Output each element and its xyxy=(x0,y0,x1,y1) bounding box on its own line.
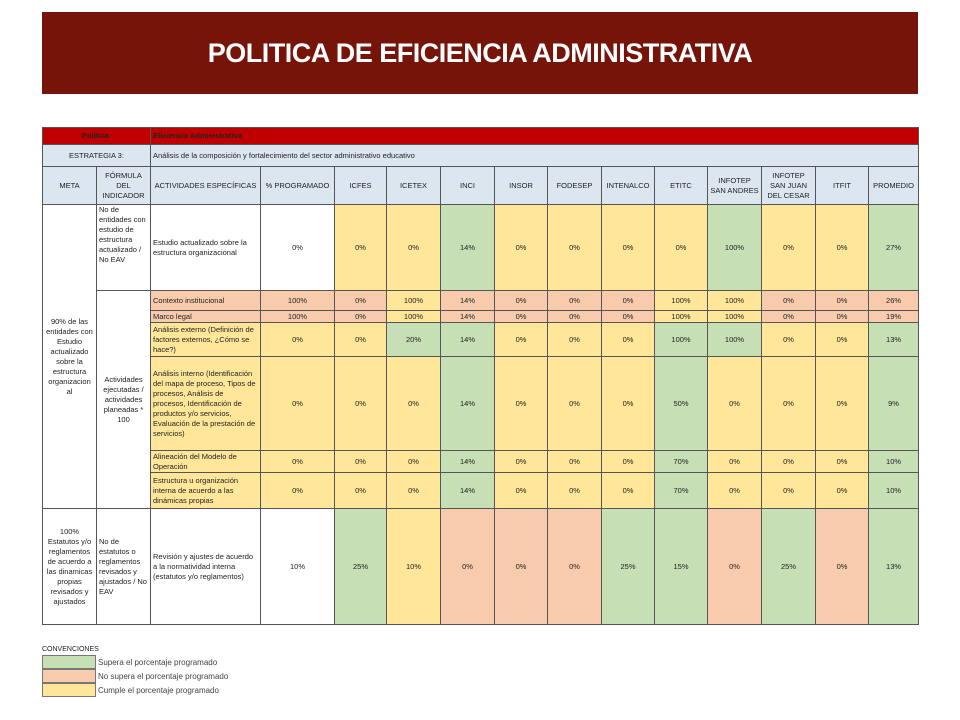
value-cell: 0% xyxy=(762,451,816,473)
value-cell: 0% xyxy=(548,357,602,451)
politica-row xyxy=(43,128,919,145)
header-cell: INCI xyxy=(441,167,495,205)
value-cell: 0% xyxy=(762,205,816,291)
table-row xyxy=(43,311,919,323)
value-cell: 0% xyxy=(387,205,441,291)
value-cell: 0% xyxy=(762,357,816,451)
value-cell: 0% xyxy=(387,473,441,509)
value-cell: 0% xyxy=(762,291,816,311)
promedio-cell: 19% xyxy=(869,311,919,323)
header-cell: INFOTEP SAN JUAN DEL CESAR xyxy=(762,167,816,205)
value-cell: 0% xyxy=(602,473,655,509)
estrategia-value: Análisis de la composición y fortalecimiento del sector administrativo educativo xyxy=(151,145,919,167)
value-cell: 0% xyxy=(762,473,816,509)
programado-cell: 0% xyxy=(261,357,335,451)
estrategia-label: ESTRATEGIA 3: xyxy=(43,145,151,167)
value-cell: 0% xyxy=(387,451,441,473)
value-cell: 0% xyxy=(816,451,869,473)
programado-cell: 100% xyxy=(261,291,335,311)
legend-swatch-green xyxy=(42,655,96,669)
value-cell: 0% xyxy=(708,357,762,451)
value-cell: 0% xyxy=(708,509,762,625)
value-cell: 0% xyxy=(548,509,602,625)
value-cell: 25% xyxy=(602,509,655,625)
promedio-cell: 10% xyxy=(869,473,919,509)
legend-label: Supera el porcentaje programado xyxy=(98,657,218,667)
value-cell: 100% xyxy=(655,311,708,323)
value-cell: 0% xyxy=(335,451,387,473)
value-cell: 0% xyxy=(495,291,548,311)
value-cell: 15% xyxy=(655,509,708,625)
value-cell: 0% xyxy=(602,311,655,323)
value-cell: 14% xyxy=(441,311,495,323)
value-cell: 70% xyxy=(655,473,708,509)
formula-cell-2: Actividades ejecutadas / actividades planeadas * 100 xyxy=(97,291,151,509)
value-cell: 14% xyxy=(441,205,495,291)
value-cell: 14% xyxy=(441,473,495,509)
value-cell: 0% xyxy=(441,509,495,625)
value-cell: 0% xyxy=(335,291,387,311)
policy-table xyxy=(42,127,919,625)
value-cell: 70% xyxy=(655,451,708,473)
value-cell: 0% xyxy=(816,323,869,357)
value-cell: 0% xyxy=(548,291,602,311)
value-cell: 0% xyxy=(816,473,869,509)
page-title: POLITICA DE EFICIENCIA ADMINISTRATIVA xyxy=(207,37,753,68)
promedio-cell: 13% xyxy=(869,323,919,357)
programado-cell: 0% xyxy=(261,473,335,509)
table-row xyxy=(43,357,919,451)
value-cell: 0% xyxy=(387,357,441,451)
value-cell: 100% xyxy=(655,323,708,357)
header-cell: ACTIVIDADES ESPECÍFICAS xyxy=(151,167,261,205)
value-cell: 0% xyxy=(655,205,708,291)
legend-item xyxy=(42,655,228,669)
value-cell: 0% xyxy=(335,323,387,357)
formula-cell-3: No de estatutos o reglamentos revisados y ajustados / No EAV xyxy=(97,509,151,625)
value-cell: 14% xyxy=(441,323,495,357)
legend-item xyxy=(42,683,228,697)
header-cell: % PROGRAMADO xyxy=(261,167,335,205)
table-row xyxy=(43,509,919,625)
programado-cell: 0% xyxy=(261,205,335,291)
estrategia-row xyxy=(43,145,919,167)
header-cell: FODESEP xyxy=(548,167,602,205)
value-cell: 0% xyxy=(816,291,869,311)
value-cell: 100% xyxy=(708,323,762,357)
convenciones-legend xyxy=(42,646,228,697)
activity-cell: Alineación del Modelo de Operación xyxy=(151,451,261,473)
programado-cell: 10% xyxy=(261,509,335,625)
value-cell: 0% xyxy=(762,323,816,357)
promedio-cell: 9% xyxy=(869,357,919,451)
meta-cell-1: 90% de las entidades con Estudio actualizado sobre la estructura organizacion al xyxy=(43,205,97,509)
header-cell: PROMEDIO xyxy=(869,167,919,205)
legend-label: No supera el porcentaje programado xyxy=(98,671,229,681)
value-cell: 14% xyxy=(441,451,495,473)
value-cell: 10% xyxy=(387,509,441,625)
table-row xyxy=(43,323,919,357)
legend-swatch-yellow xyxy=(42,683,96,697)
promedio-cell: 26% xyxy=(869,291,919,311)
activity-cell: Contexto institucional xyxy=(151,291,261,311)
header-cell: META xyxy=(43,167,97,205)
value-cell: 0% xyxy=(816,311,869,323)
programado-cell: 0% xyxy=(261,451,335,473)
activity-cell: Revisión y ajustes de acuerdo a la normatividad interna (estatutos y/o reglamentos) xyxy=(151,509,261,625)
legend-item xyxy=(42,669,228,683)
programado-cell: 0% xyxy=(261,323,335,357)
header-cell: INTENALCO xyxy=(602,167,655,205)
value-cell: 0% xyxy=(335,473,387,509)
header-cell: INFOTEP SAN ANDRES xyxy=(708,167,762,205)
value-cell: 0% xyxy=(762,311,816,323)
activity-cell: Estructura u organización interna de acuerdo a las dinámicas propias xyxy=(151,473,261,509)
value-cell: 0% xyxy=(548,473,602,509)
programado-cell: 100% xyxy=(261,311,335,323)
value-cell: 0% xyxy=(548,451,602,473)
value-cell: 14% xyxy=(441,357,495,451)
value-cell: 50% xyxy=(655,357,708,451)
value-cell: 0% xyxy=(602,291,655,311)
value-cell: 0% xyxy=(548,205,602,291)
header-row xyxy=(43,167,919,205)
value-cell: 0% xyxy=(602,357,655,451)
value-cell: 0% xyxy=(495,473,548,509)
value-cell: 0% xyxy=(816,357,869,451)
title-banner xyxy=(42,12,918,94)
activity-cell: Estudio actualizado sobre la estructura organizacional xyxy=(151,205,261,291)
header-cell: ICETEX xyxy=(387,167,441,205)
value-cell: 0% xyxy=(495,451,548,473)
value-cell: 25% xyxy=(335,509,387,625)
value-cell: 0% xyxy=(548,323,602,357)
value-cell: 100% xyxy=(708,311,762,323)
politica-label: Política: xyxy=(43,128,151,145)
header-cell: ETITC xyxy=(655,167,708,205)
convenciones-title: CONVENCIONES xyxy=(42,646,99,653)
value-cell: 0% xyxy=(816,205,869,291)
value-cell: 100% xyxy=(387,311,441,323)
politica-value: Eficiencia Administrativa xyxy=(151,128,919,145)
legend-swatch-salmon xyxy=(42,669,96,683)
value-cell: 0% xyxy=(708,451,762,473)
legend-label: Cumple el porcentaje programado xyxy=(98,685,219,695)
value-cell: 0% xyxy=(495,205,548,291)
value-cell: 100% xyxy=(708,291,762,311)
value-cell: 0% xyxy=(495,357,548,451)
value-cell: 100% xyxy=(387,291,441,311)
promedio-cell: 27% xyxy=(869,205,919,291)
meta-cell-2: 100% Estatutos y/o reglamentos de acuerdo a las dinamicas propias revisados y ajustados xyxy=(43,509,97,625)
table-row xyxy=(43,473,919,509)
formula-cell-1: No de entidades con estudio de estructura actualizado / No EAV xyxy=(97,205,151,291)
header-cell: ITFIT xyxy=(816,167,869,205)
activity-cell: Marco legal xyxy=(151,311,261,323)
header-cell: INSOR xyxy=(495,167,548,205)
value-cell: 100% xyxy=(708,205,762,291)
value-cell: 14% xyxy=(441,291,495,311)
value-cell: 0% xyxy=(495,509,548,625)
table-row xyxy=(43,451,919,473)
promedio-cell: 13% xyxy=(869,509,919,625)
activity-cell: Análisis externo (Definición de factores externos, ¿Cómo se hace?) xyxy=(151,323,261,357)
value-cell: 0% xyxy=(602,205,655,291)
value-cell: 0% xyxy=(335,311,387,323)
value-cell: 0% xyxy=(335,205,387,291)
promedio-cell: 10% xyxy=(869,451,919,473)
table-row xyxy=(43,205,919,291)
header-cell: ICFES xyxy=(335,167,387,205)
value-cell: 25% xyxy=(762,509,816,625)
table-row xyxy=(43,291,919,311)
header-cell: FÓRMULA DEL INDICADOR xyxy=(97,167,151,205)
value-cell: 0% xyxy=(495,323,548,357)
value-cell: 0% xyxy=(602,323,655,357)
value-cell: 0% xyxy=(495,311,548,323)
value-cell: 0% xyxy=(548,311,602,323)
value-cell: 20% xyxy=(387,323,441,357)
value-cell: 100% xyxy=(655,291,708,311)
value-cell: 0% xyxy=(708,473,762,509)
value-cell: 0% xyxy=(602,451,655,473)
value-cell: 0% xyxy=(335,357,387,451)
activity-cell: Análisis interno (Identificación del mapa de proceso, Tipos de procesos, Análisis de procesos, Identificación de productos y/o servicios, Evaluación de la prestación de servicios) xyxy=(151,357,261,451)
value-cell: 0% xyxy=(816,509,869,625)
